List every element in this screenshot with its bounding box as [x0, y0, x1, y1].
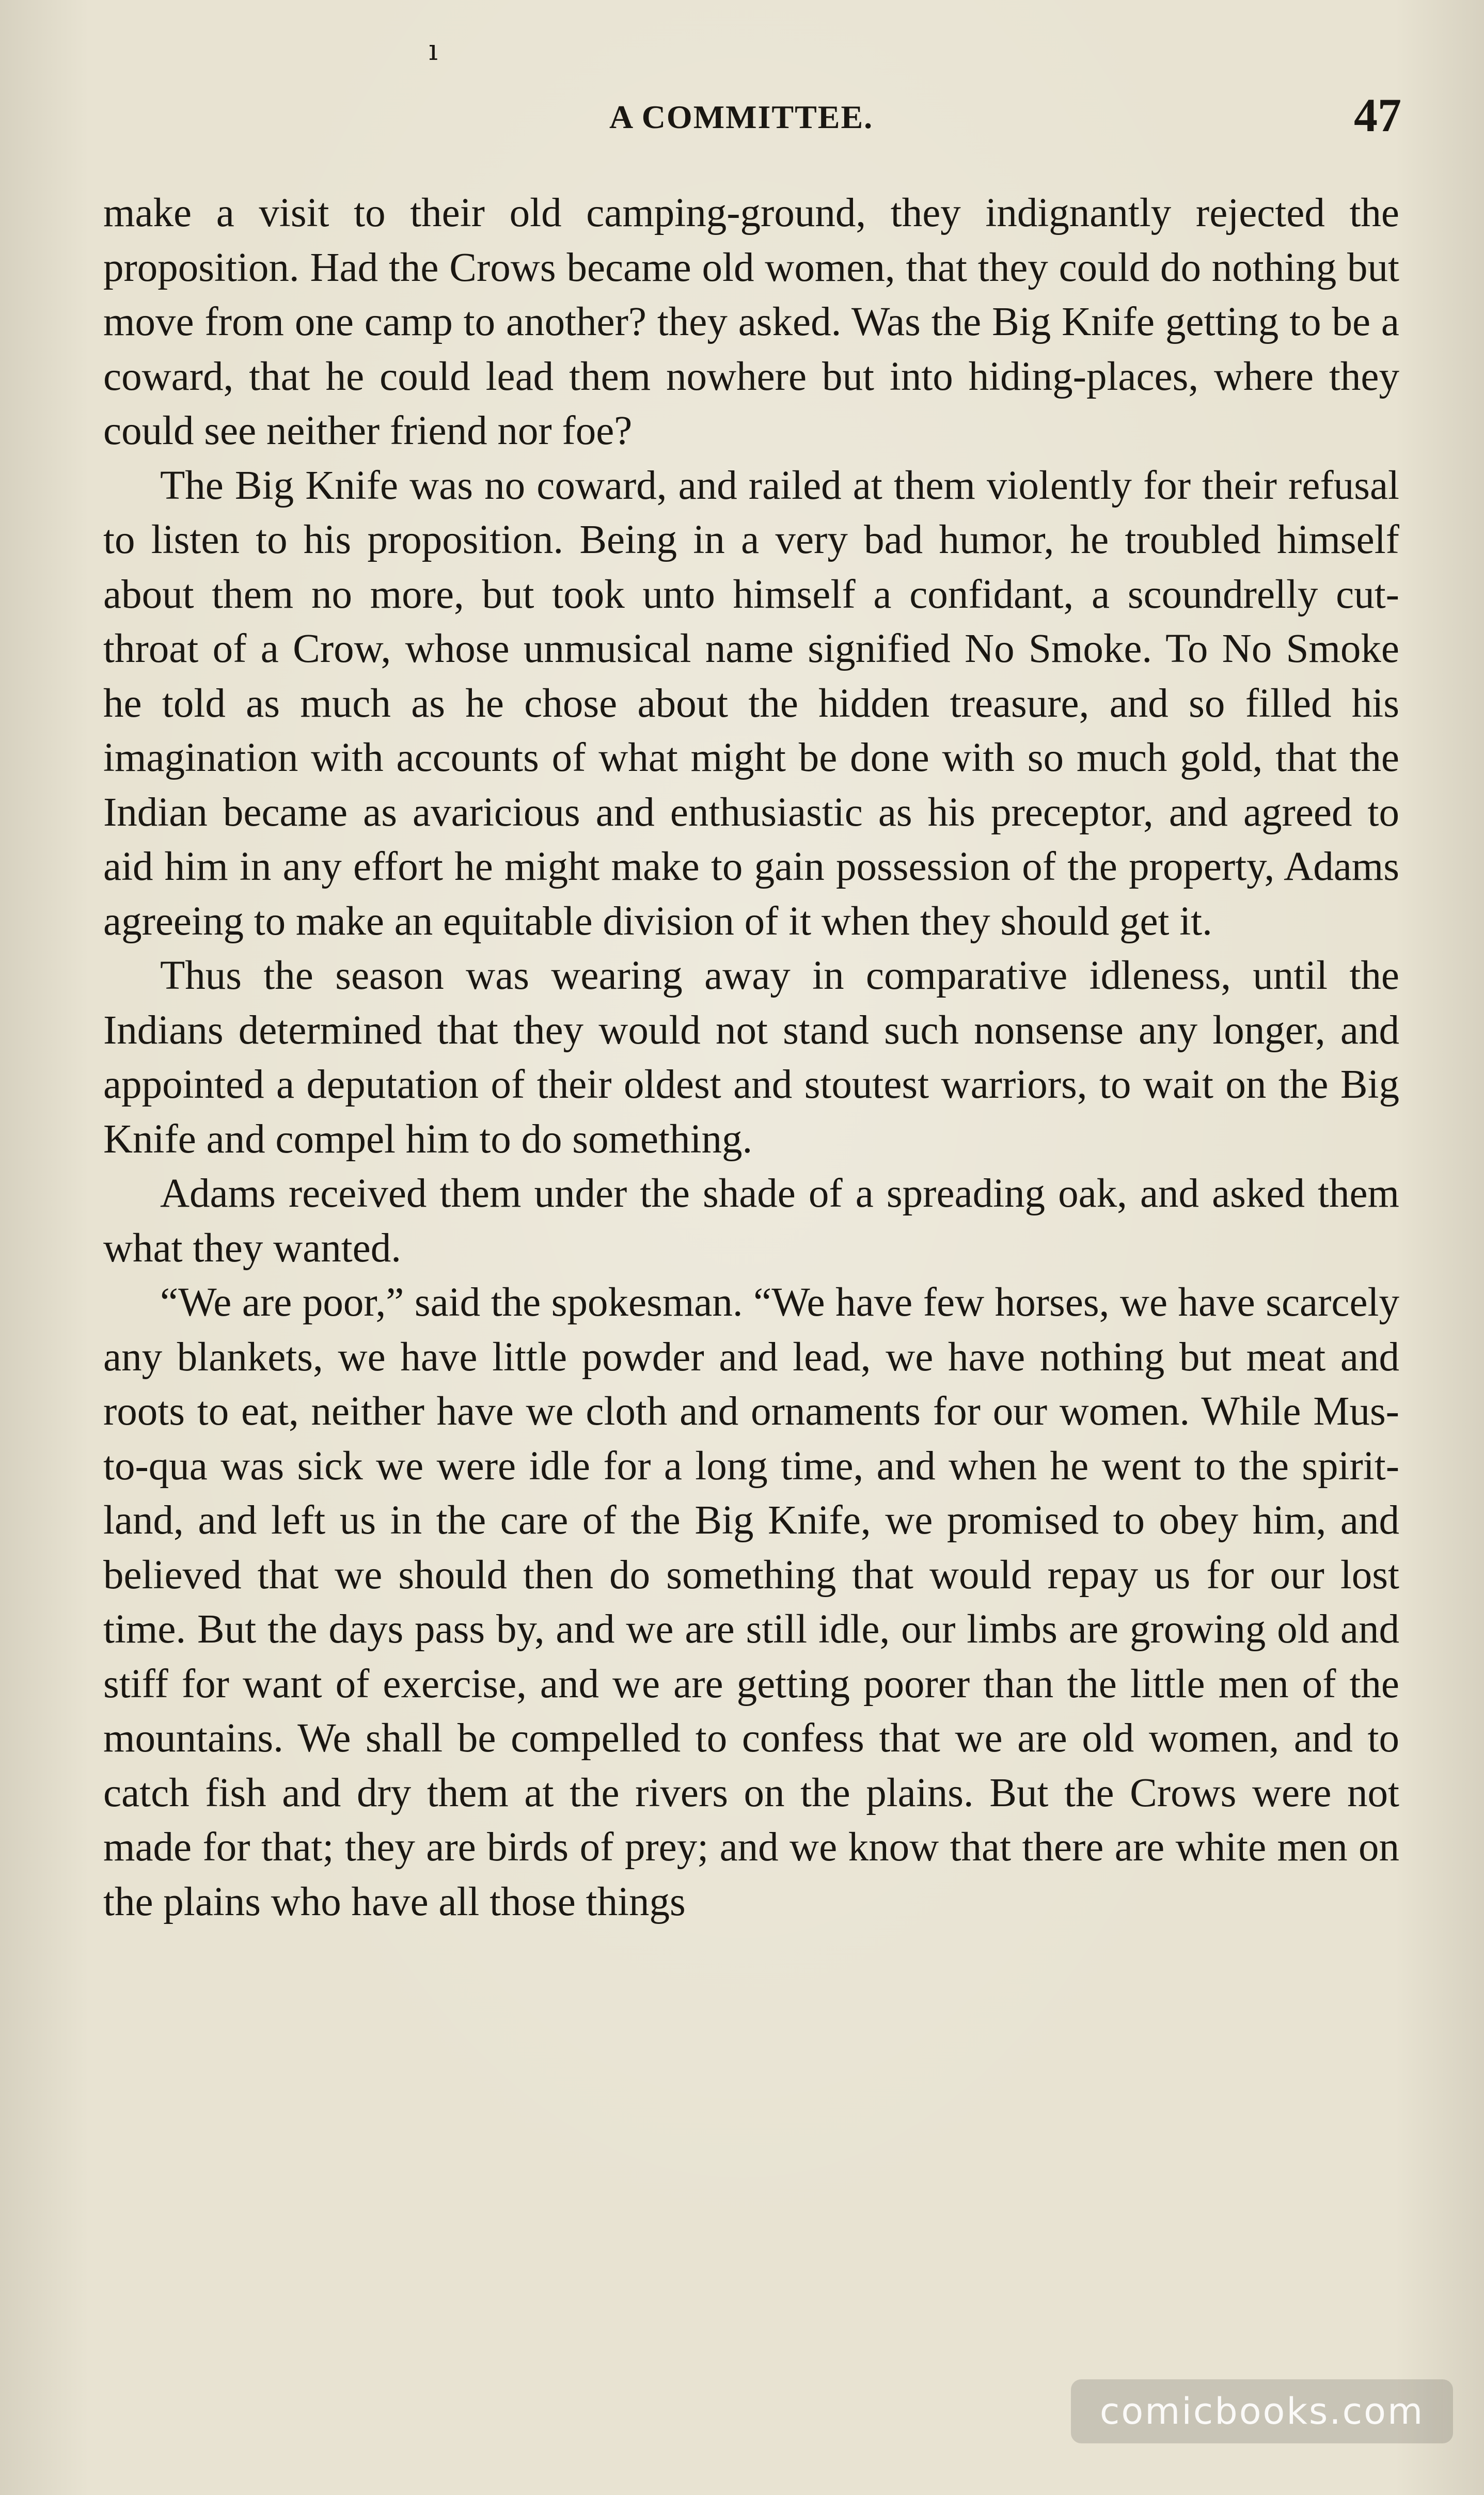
page-number: 47 [1354, 89, 1401, 141]
paragraph-2: The Big Knife was no coward, and railed at them violently for their refusal to listen to his proposition. Being in a very bad humor, he troubled himself about them no more, but took unto himself a confidant, a scoundrelly cut-throat of a Crow, whose unmusical name signified No Smoke. To No Smoke he told as much as he chose about the hidden treasure, and so filled his imagination with accounts of what might be done with so much gold, that the Indian became as avaricious and enthusiastic as his preceptor, and agreed to aid him in any effort he might make to gain possession of the property, Adams agreeing to make an equitable division of it when they should get it. [103, 463, 1399, 944]
body-text [103, 186, 1399, 1929]
paragraph-5: “We are poor,” said the spokesman. “We have few horses, we have scarcely any blankets, we have little powder and lead, we have nothing but meat and roots to eat, neither have we cloth and ornaments for our women. While Mus-to-qua was sick we were idle for a long time, and when he went to the spirit-land, and left us in the care of the Big Knife, we promised to obey him, and believed that we should then do something that would repay us for our lost time. But the days pass by, and we are still idle, our limbs are growing old and stiff for want of exercise, and we are getting poorer than the little men of the mountains. We shall be compelled to confess that we are old women, and to catch fish and dry them at the rivers on the plains. But the Crows were not made for that; they are birds of prey; and we know that there are white men on the plains who have all those things [103, 1280, 1399, 1924]
paragraph-1: make a visit to their old camping-ground, they indignantly rejected the proposition. Had the Crows became old women, that they could do nothing but move from one camp to another? they asked. Was the Big Knife getting to be a coward, that he could lead them nowhere but into hiding-places, where they could see neither friend nor foe? [103, 191, 1399, 453]
running-title: A COMMITTEE. [609, 99, 874, 135]
paragraph-4: Adams received them under the shade of a spreading oak, and asked them what they wanted. [103, 1171, 1399, 1271]
top-mark: ı [429, 34, 438, 67]
watermark-logo: comicbooks.com [1071, 2379, 1453, 2443]
paragraph-3: Thus the season was wearing away in comparative idleness, until the Indians determined that they would not stand such nonsense any longer, and appointed a deputation of their oldest and stoutest warriors, to wait on the Big Knife and compel him to do something. [103, 953, 1399, 1162]
running-head [0, 83, 1484, 145]
